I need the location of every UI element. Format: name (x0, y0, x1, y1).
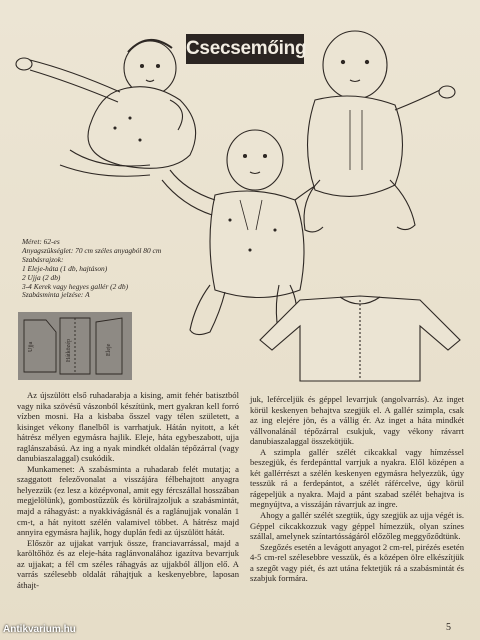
spec-line: Méret: 62-es (22, 237, 60, 246)
sewing-pattern-diagram (18, 312, 132, 380)
pattern-label: Hátközép (66, 339, 72, 362)
paragraph: Ahogy a gallér szélét szegtük, úgy szegjük az ujja végét is. Géppel cikcakkozzuk vagy géppel hímezzük, olyan színes szállal, amelynek színtartósságáról előzőleg meggyőződtünk. (250, 510, 464, 542)
page-number: 5 (446, 622, 451, 633)
spec-line: Szabásminta jelzése: A (22, 290, 90, 300)
pattern-label: Ujja (28, 341, 34, 352)
baby-illustration-left (16, 40, 196, 176)
spec-line: 3-4 Kerek vagy hegyes gallér (2 db) (22, 281, 129, 291)
baby-illustration-right (304, 31, 455, 232)
article-right-column (250, 394, 464, 584)
size-specs (22, 238, 252, 300)
page-title: Csecsemőing (186, 34, 304, 64)
paragraph: A szimpla gallér szélét cikcakkal vagy hímzéssel beszegjük, és ferdepánttal varrjuk a nyakra. Elől középen a két gallérrészt a szélén keskenyen egymásra helyezzük, úgy tesszük rá a ferdepántot, a szélét ráfércelve, úgy körül rágepeljük a nyakra. Majd a pánt szabad szélét behajtva is megnyújtva, a visszáján rávarrjuk az ingre. (250, 446, 464, 510)
article-left-column (17, 390, 239, 590)
paragraph: Az újszülött első ruhadarabja a kising, amit fehér batisztból vagy nika szövésű vászonból készítünk, mert gyakran kell forró vízben mosni. Ha a kisbaba ősszel vagy télen született, a kisinget vékony flanelből is varrhatjuk. Hátán nyitott, a két hátrész mélyen egymásra hajlik. Eleje, háta egybeszabott, ujja raglánszabású. Az ing a nyak mindkét oldalán tépőzárral (vagy danubiaszalaggal) csukódik. (17, 390, 239, 464)
paragraph: Munkamenet: A szabásminta a ruhadarab felét mutatja; a szaggatott felezővonalat a visszájára félbehajtott anyagra helyezzük (ez lesz a középvonal, amit egy fércszállal hosszában megjelölünk), gombostűzzük és körülrajzoljuk a szabásmintát, majd a ráhagyást: a nyakkivágásnál és a raglánujjak vonalán 1 cm-t, a hát nyitott szélén valamivel többet. A hátrész majd annyira egymásra hajlik, hogy duplán fedi az újszülött hátát. (17, 463, 239, 538)
paragraph: Először az ujjakat varrjuk össze, franciavarrással, majd a karöltőhöz és az eleje-háta raglánvonalához igazítva bevarrjuk az ujjakat; a fél cm széles ráhagyás az ujjakból álljon elő. A varrás szélesebb oldalát ráhajtjuk a keskenyebbre, laposan áthajt- (17, 537, 239, 590)
spec-line: 1 Eleje-háta (1 db, hajtáson) (22, 263, 108, 273)
paragraph: juk, leférceljük és géppel levarrjuk (angolvarrás). Az inget körül keskenyen behajtva szegjük el. A gallér szimpla, csak az ing elejére jön, és a vállig ér. Az inget a háta mindkét vállvonalánál tépőzárral csukjuk, vagy vékony rávarrt danubiaszalaggal összekötjük. (250, 394, 464, 447)
spec-line: 2 Ujja (2 db) (22, 272, 61, 282)
watermark: Antikvarium.hu (3, 624, 76, 635)
shirt-flat-drawing (260, 296, 460, 381)
spec-line: Szabásrajzok: (22, 254, 64, 264)
paragraph: Szegőzés esetén a levágott anyagot 2 cm-rel, pirézés esetén 4-5 cm-rel szélesebbre vesszük, és a középen ölre elkészítjük a szegőt vagy piét, és azt utána fektetjük rá a szabásmintát és szabjuk formára. (250, 541, 465, 584)
spec-line: Anyagszükséglet: 70 cm széles anyagból 80 cm (22, 245, 162, 255)
pattern-label: Eleje (106, 343, 112, 356)
